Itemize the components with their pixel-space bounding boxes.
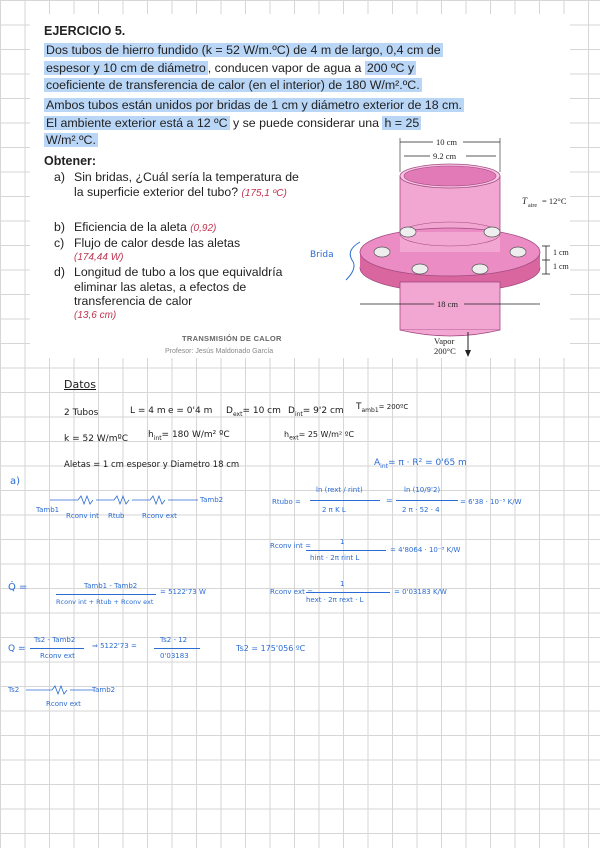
circuit-label: Tamb1: [36, 506, 60, 514]
question-b: [54, 220, 304, 237]
bolt-icon: [374, 247, 390, 257]
note-text: k = 52 W/mºC: [64, 434, 129, 444]
statement-line: , conducen vapor de agua a: [207, 60, 365, 75]
question-c: [54, 236, 304, 265]
fraction-bar: [306, 592, 390, 593]
circuit-label: Tamb2: [92, 686, 116, 694]
rtubo-num2: ln (10/9'2): [404, 486, 441, 494]
circuit-label: Ts2: [8, 686, 20, 694]
question-letter: c): [54, 236, 65, 250]
note-text: L = 4 m: [130, 406, 166, 416]
rconvint-result: = 4'8064 · 10⁻³ K/W: [390, 546, 461, 554]
pipe-flange-figure: [330, 132, 570, 358]
q2-lhs: Q =: [8, 644, 26, 654]
resistor-icon: [78, 496, 93, 504]
resistor-icon: [52, 686, 67, 694]
brida-annotation: Brida: [310, 250, 334, 260]
brida-brace: [342, 240, 366, 284]
rconvext-lhs: Rconv ext =: [270, 588, 313, 596]
question-text: Flujo de calor desde las aletas: [74, 236, 241, 250]
problem-card: [30, 14, 570, 358]
q-den: Rconv int + Rtub + Rconv ext: [56, 598, 154, 606]
statement-line: h = 25: [384, 115, 420, 130]
note-text: $D_{ext}= 10$ cm: [226, 406, 281, 418]
resistor-icon: [114, 496, 129, 504]
dim-18cm-label: 18 cm: [437, 299, 459, 309]
rconvint-num: 1: [340, 538, 345, 546]
vapor-temp-label: 200°C: [434, 346, 456, 356]
note-text: $h_{ext}= 25$ W/m² ºC: [284, 430, 355, 442]
rconvext-den: hext · 2π rext · L: [306, 596, 364, 604]
question-answer: (174,44 W): [74, 251, 124, 263]
professor-footer: Profesor: Jesús Maldonado García: [165, 348, 274, 355]
statement-line: espesor y 10 cm de diámetro: [46, 60, 206, 75]
question-a: [54, 170, 304, 201]
statement-line: W/m².ºC.: [46, 133, 96, 147]
equals-sign: =: [386, 496, 393, 505]
question-answer: (0,92): [190, 223, 217, 234]
q2-den: Rconv ext: [40, 652, 75, 660]
fraction-bar: [396, 500, 458, 501]
bolt-icon: [412, 264, 428, 274]
statement-line: y se puede considerar una: [229, 115, 383, 130]
t-aire-sub: aire: [528, 203, 537, 209]
q2-den2: 0'03183: [160, 652, 189, 660]
rtubo-num: ln (rext / rint): [316, 486, 363, 494]
rtubo-den2: 2 π · 52 · 4: [402, 506, 440, 514]
note-text: Aletas = 1 cm espesor y Diametro 18 cm: [64, 460, 240, 470]
dim-1cm-label: 1 cm: [553, 248, 569, 257]
question-letter: b): [54, 220, 65, 234]
circuit-label: Rconv ext: [142, 512, 177, 520]
q-lhs: Q̇ =: [8, 582, 28, 593]
statement-line: 200 ºC y: [366, 60, 415, 75]
rconvext-result: = 0'03183 K/W: [394, 588, 447, 596]
fraction-bar: [310, 500, 380, 501]
note-text: e = 0'4 m: [168, 406, 213, 416]
resistor-icon: [150, 496, 165, 504]
obtener-heading: Obtener:: [44, 154, 97, 168]
bolt-icon: [510, 247, 526, 257]
rconvext-num: 1: [340, 580, 345, 588]
question-text: Sin bridas, ¿Cuál sería la temperatura de la superficie exterior del tubo?: [74, 170, 299, 199]
dim-10cm-label: 10 cm: [436, 137, 458, 147]
rconvint-lhs: Rconv int =: [270, 542, 312, 550]
statement-line: coeficiente de transferencia de calor (en el interior) de 180 W/m².ºC.: [46, 78, 420, 92]
bolt-icon: [400, 227, 416, 237]
fraction-bar: [154, 648, 200, 649]
arrow-down-icon: [465, 350, 471, 357]
fraction-bar: [30, 648, 84, 649]
note-text: $D_{int}= 9'2$ cm: [288, 406, 344, 418]
course-footer: TRANSMISIÓN DE CALOR: [182, 334, 282, 343]
t-aire-symbol: T: [522, 196, 528, 206]
question-answer: (13,6 cm): [74, 309, 117, 321]
vapor-label: Vapor: [434, 336, 455, 346]
bolt-icon: [484, 227, 500, 237]
question-d: [54, 265, 304, 323]
thermal-circuit: [30, 490, 230, 520]
circuit-label: Rconv int: [66, 512, 99, 520]
circuit-label: Rtub: [108, 512, 125, 520]
note-text: $h_{int}= 180$ W/m² ºC: [148, 430, 230, 442]
datos-heading: Datos: [64, 378, 96, 391]
statement-paragraph-1: [44, 42, 556, 95]
circuit-label: Tamb2: [200, 496, 224, 504]
q-num: Tamb1 - Tamb2: [84, 582, 138, 590]
statement-line: Dos tubos de hierro fundido (k = 52 W/m.ºC) de 4 m de largo, 0,4 cm de: [46, 43, 441, 57]
dim-1cm-label: 1 cm: [553, 262, 569, 271]
q2-num: Ts2 - Tamb2: [34, 636, 76, 644]
question-text: Longitud de tubo a los que equivaldría eliminar las aletas, a efectos de transferencia de calor: [74, 265, 283, 308]
q-result: = 5122'73 W: [160, 588, 206, 596]
fraction-bar: [306, 550, 386, 551]
note-text: $A_{int}= \pi \cdot R^2 = 0'65$ m: [374, 458, 467, 470]
circuit-label: Rconv ext: [46, 700, 81, 708]
note-text: $T_{amb1}=$ 200ºC: [356, 402, 409, 414]
dim-92cm-label: 9.2 cm: [433, 151, 457, 161]
question-answer: (175,1 ºC): [241, 187, 287, 199]
bolt-icon: [472, 264, 488, 274]
rtubo-lhs: Rtubo =: [272, 498, 301, 506]
rtubo-den: 2 π K L: [322, 506, 346, 514]
statement-line: Ambos tubos están unidos por bridas de 1 cm y diámetro exterior de 18 cm.: [46, 98, 462, 112]
note-text: 2 Tubos: [64, 408, 99, 418]
question-letter: a): [54, 170, 65, 184]
fraction-bar: [56, 594, 156, 595]
q2-arrow: ⇒ 5122'73 =: [92, 642, 137, 650]
t-aire-value: = 12°C: [542, 196, 567, 206]
q2-num2: Ts2 - 12: [160, 636, 188, 644]
question-letter: d): [54, 265, 65, 279]
exercise-title: EJERCICIO 5.: [44, 24, 126, 38]
question-text: Eficiencia de la aleta: [74, 220, 187, 234]
rtubo-result: = 6'38 · 10⁻⁵ K/W: [460, 498, 522, 506]
statement-line: El ambiente exterior está a 12 ºC: [46, 115, 228, 130]
rconvint-den: hint · 2π rint L: [310, 554, 360, 562]
ts2-result: Ts2 = 175'056 ºC: [236, 644, 306, 653]
part-a-label: a): [10, 476, 21, 487]
